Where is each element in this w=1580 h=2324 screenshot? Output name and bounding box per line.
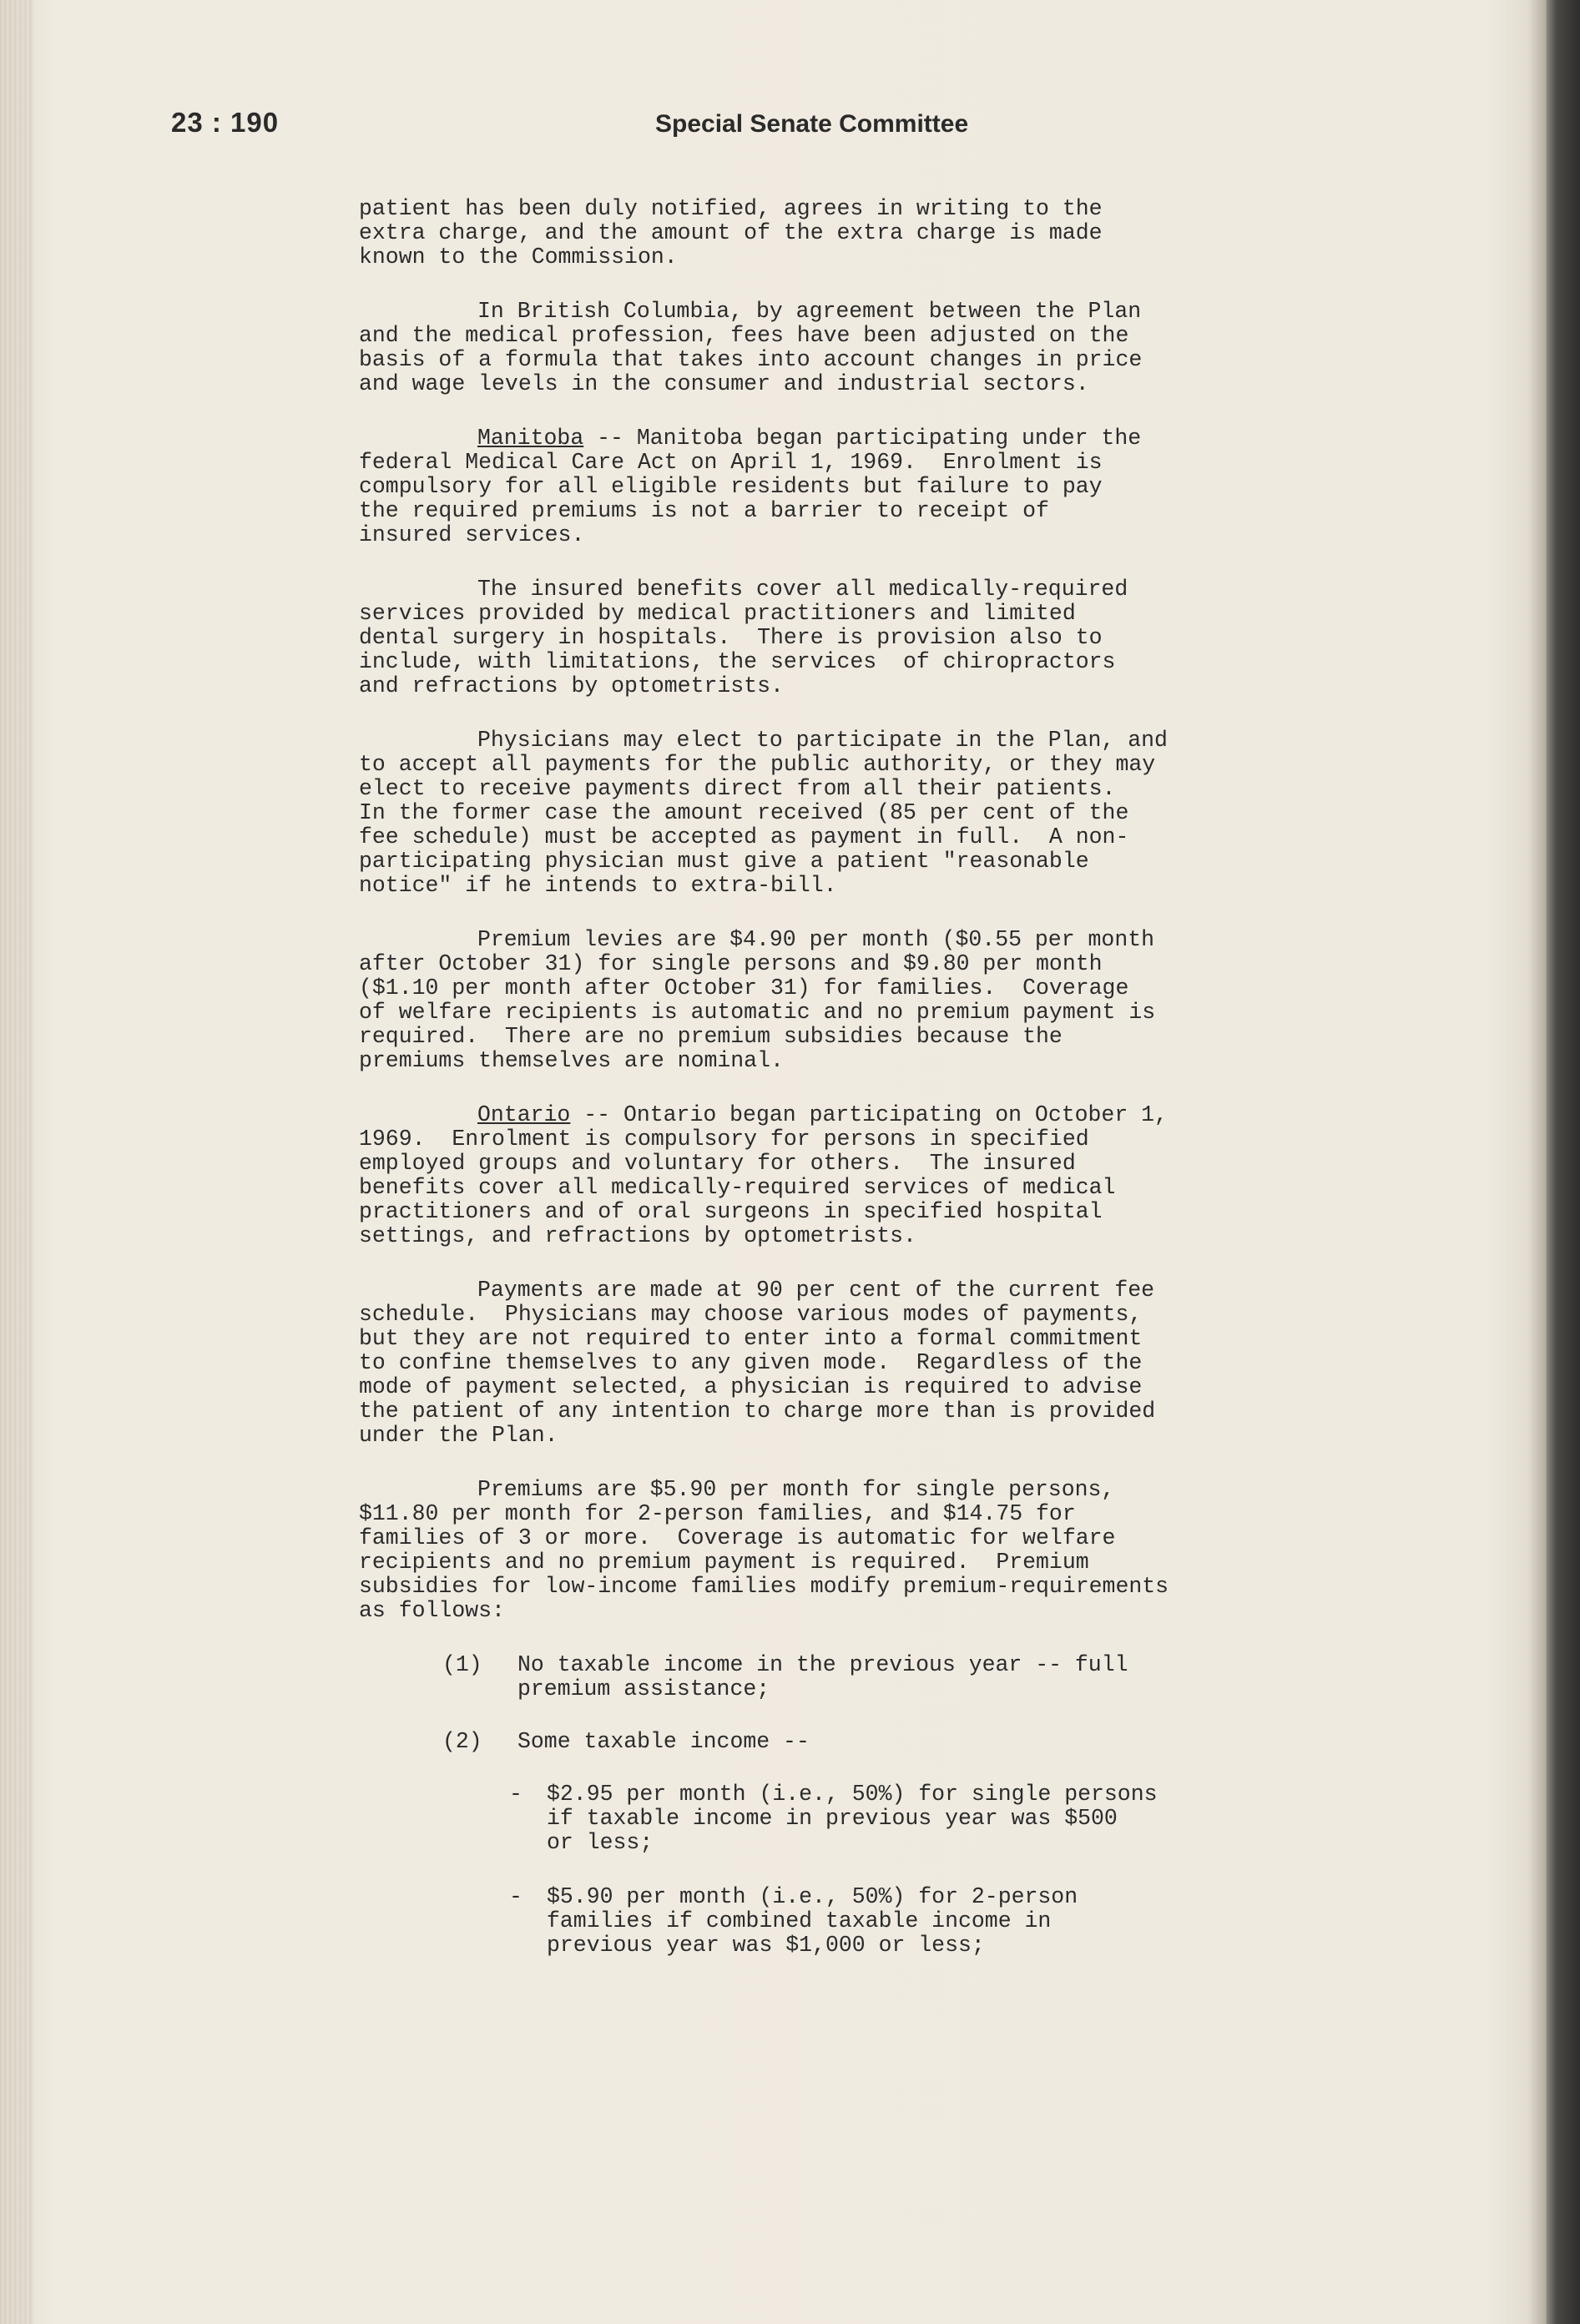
text-line: practitioners and of oral surgeons in specified hospital bbox=[359, 1199, 1103, 1224]
list-number: (2) bbox=[442, 1729, 482, 1754]
paragraph bbox=[359, 577, 1302, 698]
text-line: Physicians may elect to participate in the Plan, and bbox=[477, 728, 1168, 753]
sub-list-item bbox=[359, 1782, 1302, 1855]
text-line: extra charge, and the amount of the extra charge is made bbox=[359, 220, 1103, 245]
text-line: compulsory for all eligible residents but failure to pay bbox=[359, 474, 1103, 499]
text-line: to confine themselves to any given mode. Regardless of the bbox=[359, 1350, 1143, 1375]
list-text: Some taxable income -- bbox=[517, 1729, 810, 1754]
text-line: Premiums are $5.90 per month for single persons, bbox=[477, 1477, 1115, 1502]
paragraph bbox=[359, 1103, 1302, 1248]
sub-list-text: $5.90 per month (i.e., 50%) for 2-person families if combined taxable income in previous year was $1,000 or less; bbox=[547, 1884, 1078, 1958]
paragraph bbox=[359, 728, 1302, 898]
list-number: (1) bbox=[442, 1652, 482, 1677]
section-heading: Manitoba bbox=[477, 426, 584, 451]
text-line: In British Columbia, by agreement between the Plan bbox=[477, 299, 1142, 324]
text-line: dental surgery in hospitals. There is provision also to bbox=[359, 625, 1103, 650]
running-head: Special Senate Committee bbox=[655, 110, 969, 138]
text-line: benefits cover all medically-required services of medical bbox=[359, 1175, 1116, 1200]
text-line: The insured benefits cover all medically-required bbox=[477, 577, 1128, 602]
section-heading: Ontario bbox=[477, 1102, 571, 1127]
paragraph bbox=[359, 1478, 1302, 1623]
dash-bullet: - bbox=[509, 1884, 522, 1909]
text-line: to accept all payments for the public authority, or they may bbox=[359, 752, 1156, 777]
text-line: as follows: bbox=[359, 1598, 505, 1623]
text-line: known to the Commission. bbox=[359, 244, 678, 270]
page-header bbox=[171, 107, 1323, 149]
text-line: notice" if he intends to extra-bill. bbox=[359, 873, 837, 898]
text-line: basis of a formula that takes into account changes in price bbox=[359, 347, 1143, 372]
text-line: participating physician must give a patient "reasonable bbox=[359, 849, 1089, 874]
page-number: 23 : 190 bbox=[171, 107, 280, 138]
text-line: Manitoba -- Manitoba began participating under the bbox=[477, 426, 1142, 451]
text-line: federal Medical Care Act on April 1, 1969. Enrolment is bbox=[359, 450, 1103, 475]
page-edge-shadow bbox=[1547, 0, 1580, 2324]
text-line: the patient of any intention to charge more than is provided bbox=[359, 1399, 1156, 1424]
text-line: mode of payment selected, a physician is required to advise bbox=[359, 1374, 1143, 1399]
text-line: the required premiums is not a barrier to receipt of bbox=[359, 498, 1049, 523]
text-line: under the Plan. bbox=[359, 1423, 558, 1448]
text-line: schedule. Physicians may choose various modes of payments, bbox=[359, 1302, 1143, 1327]
book-gutter bbox=[0, 0, 33, 2324]
text-line: Premium levies are $4.90 per month ($0.55 per month bbox=[477, 927, 1155, 952]
text-line: premiums themselves are nominal. bbox=[359, 1048, 784, 1073]
paragraph bbox=[359, 300, 1302, 396]
sub-list-item bbox=[359, 1885, 1302, 1958]
text-line: services provided by medical practitioners and limited bbox=[359, 601, 1076, 626]
text-line: subsidies for low-income families modify premium-requirements bbox=[359, 1574, 1169, 1599]
sub-list-text: $2.95 per month (i.e., 50%) for single persons if taxable income in previous year was $500 or less; bbox=[547, 1782, 1158, 1855]
paragraph bbox=[359, 197, 1302, 270]
list-item bbox=[359, 1653, 1302, 1701]
text-line: and the medical profession, fees have been adjusted on the bbox=[359, 323, 1129, 348]
text-line: settings, and refractions by optometrists. bbox=[359, 1223, 916, 1248]
list-item bbox=[359, 1730, 1302, 1754]
text-line: and refractions by optometrists. bbox=[359, 673, 784, 698]
text-line: after October 31) for single persons and $9.80 per month bbox=[359, 951, 1103, 976]
text-line: families of 3 or more. Coverage is automatic for welfare bbox=[359, 1525, 1116, 1550]
text-line: Payments are made at 90 per cent of the current fee bbox=[477, 1278, 1155, 1303]
text-line: of welfare recipients is automatic and no premium payment is bbox=[359, 1000, 1156, 1025]
text-line: but they are not required to enter into a formal commitment bbox=[359, 1326, 1143, 1351]
text-line: patient has been duly notified, agrees in writing to the bbox=[359, 196, 1103, 221]
document-body bbox=[359, 197, 1302, 1988]
paragraph bbox=[359, 426, 1302, 547]
text-line: employed groups and voluntary for others. The insured bbox=[359, 1151, 1076, 1176]
text-line: elect to receive payments direct from all their patients. bbox=[359, 776, 1116, 801]
text-line: Ontario -- Ontario began participating on October 1, bbox=[477, 1102, 1168, 1127]
dash-bullet: - bbox=[509, 1782, 522, 1807]
text-line: In the former case the amount received (85 per cent of the bbox=[359, 800, 1129, 825]
text-line: fee schedule) must be accepted as payment in full. A non- bbox=[359, 824, 1129, 849]
text-line: required. There are no premium subsidies because the bbox=[359, 1024, 1063, 1049]
text-line: ($1.10 per month after October 31) for families. Coverage bbox=[359, 975, 1129, 1001]
paragraph bbox=[359, 928, 1302, 1073]
text-line: $11.80 per month for 2-person families, and $14.75 for bbox=[359, 1501, 1076, 1526]
text-line: include, with limitations, the services of chiropractors bbox=[359, 649, 1116, 674]
text-line: insured services. bbox=[359, 522, 585, 547]
text-line: and wage levels in the consumer and industrial sectors. bbox=[359, 371, 1089, 396]
paragraph bbox=[359, 1278, 1302, 1448]
text-line: recipients and no premium payment is required. Premium bbox=[359, 1550, 1089, 1575]
list-text: No taxable income in the previous year -- full premium assistance; bbox=[517, 1652, 1128, 1701]
text-line: 1969. Enrolment is compulsory for persons in specified bbox=[359, 1127, 1089, 1152]
